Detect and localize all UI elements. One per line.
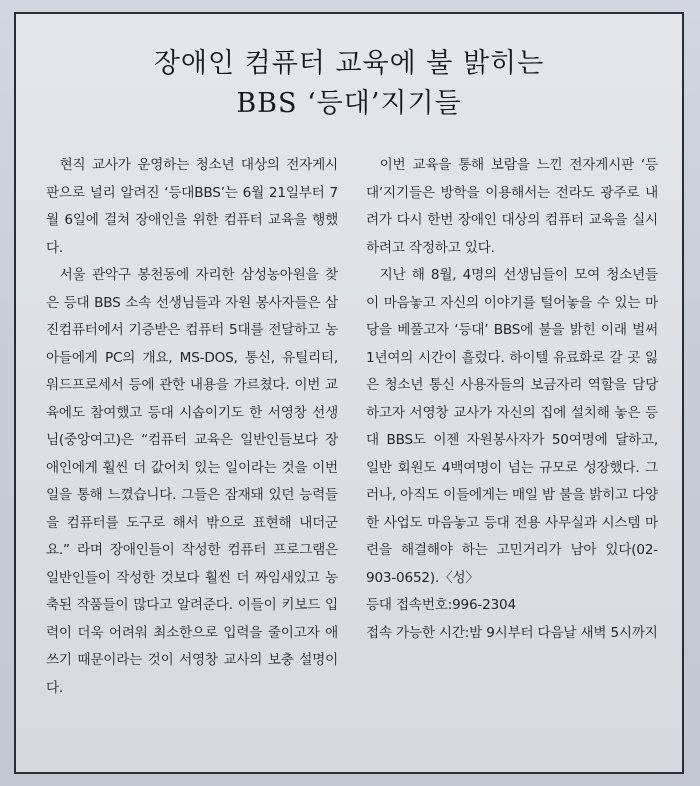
paragraph-left-2: 서울 관악구 봉천동에 자리한 삼성농아원을 찾은 등대 BBS 소속 선생님들과 자원 봉사자들은 삼진컴퓨터에서 기증받은 컴퓨터 5대를 전달하고 농아들에게 PC의 개요, MS-DOS, 통신, 유틸리티, 워드프로세서 등에 관한 내용을 가르쳤다. 이번 교육에도 참여했고 등대 시솝이기도 한 서영창 선생님(중앙여고)은 “컴퓨터 교육은 일반인들보다 장애인에게 훨씬 더 값어치 있는 일이라는 것을 이번 일을 통해 느꼈습니다. 그들은 잠재돼 있던 능력들을 컴퓨터를 도구로 해서 밖으로 표현해 내더군요.” 라며 장애인들이 작성한 컴퓨터 프로그램은 일반인들이 작성한 것보다 훨씬 더 짜임새있고 농축된 작품들이 많다고 알려준다. 이들이 키보드 입력이 더욱 어려워 최소한으로 입력을 줄이고자 애쓰기 때문이라는 것이 서영창 교사의 보충 설명이다. [46,267,338,696]
article-title [16,44,682,124]
left-column [46,152,338,702]
access-hours: 접속 가능한 시간:밤 9시부터 다음날 새벽 5시까지 [366,624,658,641]
title-line-1: 장애인 컴퓨터 교육에 불 밝히는 [153,48,545,79]
contact-number: 등대 접속번호:996-2304 [366,597,516,613]
right-column [366,152,658,647]
article-box [14,12,684,774]
title-line-2: BBS ‘등대’지기들 [236,88,462,119]
paragraph-right-1: 이번 교육을 통해 보람을 느낀 전자게시판 ‘등대’지기들은 방학을 이용해서는 전라도 광주로 내려가 다시 한번 장애인 대상의 컴퓨터 교육을 실시하려고 작정하고 있다. [366,157,658,256]
paragraph-right-2: 지난 해 8월, 4명의 선생님들이 모여 청소년들이 마음놓고 자신의 이야기를 털어놓을 수 있는 마당을 베풀고자 ‘등대’ BBS에 불을 밝힌 이래 벌써 1년여의 시간이 흘렀다. 하이텔 유료화로 갈 곳 잃은 청소년 통신 사용자들의 보금자리 역할을 담당하고자 서영창 교사가 자신의 집에 설치해 놓은 등대 BBS도 이젠 자원봉사자가 50여명에 달하고, 일반 회원도 4백여명이 넘는 규모로 성장했다. 그러나, 아직도 이들에게는 매일 밤 불을 밝히고 다양한 사업도 마음놓고 등대 전용 사무실과 시스템 마련을 해결해야 하는 고민거리가 남아 있다(02-903-0652).〈성〉 [366,267,658,586]
paragraph-left-1: 현직 교사가 운영하는 청소년 대상의 전자게시판으로 널리 알려진 ‘등대BBS’는 6월 21일부터 7월 6일에 걸쳐 장애인을 위한 컴퓨터 교육을 행했다. [46,157,338,256]
